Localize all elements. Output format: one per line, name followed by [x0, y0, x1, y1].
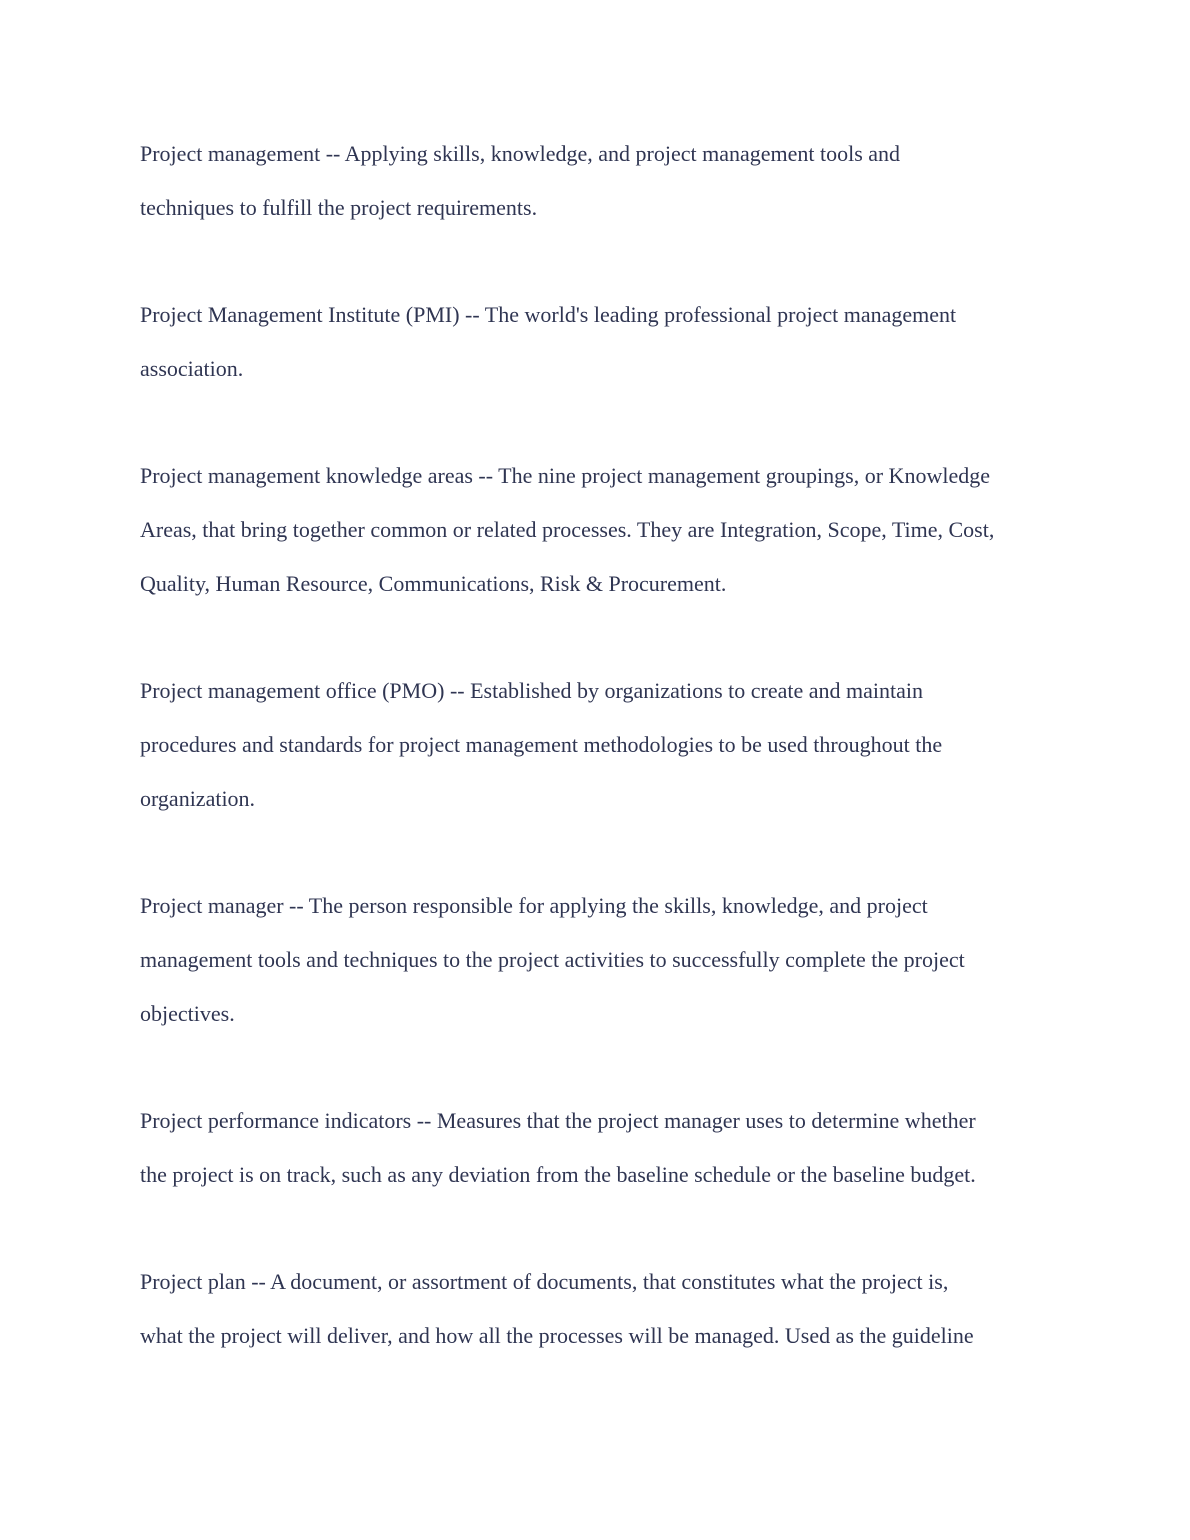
text-line: Areas, that bring together common or related processes. They are Integration, Scope, Time, Cost,	[140, 517, 995, 542]
document-body	[140, 127, 1060, 1416]
text-line: Project performance indicators -- Measures that the project manager uses to determine whether	[140, 1108, 976, 1133]
text-line: Quality, Human Resource, Communications, Risk & Procurement.	[140, 571, 727, 596]
definition-project-management	[140, 127, 1060, 235]
text-line: Project plan -- A document, or assortment of documents, that constitutes what the project is,	[140, 1269, 949, 1294]
text-line: Project Management Institute (PMI) -- The world's leading professional project management	[140, 302, 957, 327]
text-line: association.	[140, 356, 244, 381]
text-line: Project management knowledge areas -- The nine project management groupings, or Knowledge	[140, 463, 990, 488]
definition-performance-indicators	[140, 1094, 1060, 1202]
definition-project-plan	[140, 1255, 1060, 1363]
text-line: what the project will deliver, and how all the processes will be managed. Used as the guideline	[140, 1323, 974, 1348]
definition-pmi	[140, 288, 1060, 396]
definition-project-manager	[140, 879, 1060, 1041]
definition-pmo	[140, 664, 1060, 826]
text-line: objectives.	[140, 1001, 235, 1026]
definition-knowledge-areas	[140, 449, 1060, 611]
text-line: techniques to fulfill the project requirements.	[140, 195, 538, 220]
text-line: Project management office (PMO) -- Established by organizations to create and maintain	[140, 678, 923, 703]
text-line: Project management -- Applying skills, knowledge, and project management tools and	[140, 141, 901, 166]
text-line: the project is on track, such as any deviation from the baseline schedule or the baseline budget.	[140, 1162, 976, 1187]
text-line: procedures and standards for project management methodologies to be used throughout the	[140, 732, 943, 757]
text-line: Project manager -- The person responsible for applying the skills, knowledge, and project	[140, 893, 928, 918]
text-line: management tools and techniques to the project activities to successfully complete the project	[140, 947, 965, 972]
text-line: organization.	[140, 786, 256, 811]
